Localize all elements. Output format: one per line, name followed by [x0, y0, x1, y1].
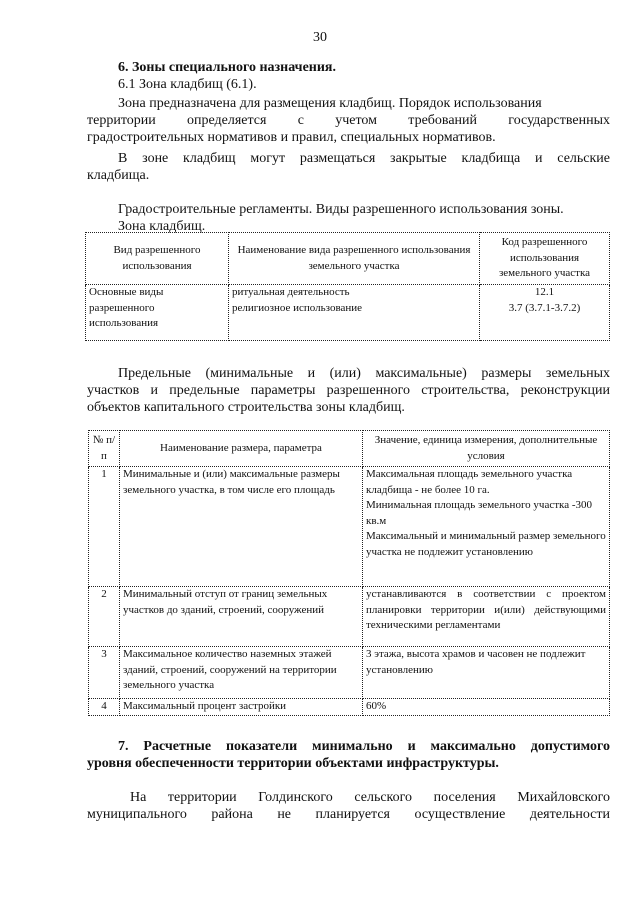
p1-line: градостроительных нормативов и правил, специальных нормативов.: [87, 130, 496, 145]
section-7-paragraph: [130, 790, 610, 807]
table1-kind-cell: Основные виды разрешенного использования: [86, 285, 229, 341]
row-param: Минимальные и (или) максимальные размеры земельного участка, в том числе его площадь: [120, 467, 363, 587]
table-row: [89, 647, 610, 699]
limits-line: объектов капитального строительства зоны кладбищ.: [87, 400, 405, 415]
section-7-heading: [118, 739, 610, 756]
row-value: [363, 467, 610, 587]
row-value: [363, 699, 610, 716]
section-7-heading-line: 7. Расчетные показатели минимально и максимально допустимого: [118, 739, 610, 754]
paragraph-zone-purpose: [118, 96, 610, 113]
page-number: 30: [313, 30, 327, 45]
table2-header-value: Значение, единица измерения, дополнительные условия: [363, 431, 610, 467]
paragraph-limits-cont: [87, 383, 610, 400]
paragraph-zone-purpose-cont: [87, 113, 610, 130]
paragraph-cemeteries-end: [87, 168, 579, 185]
section-6: [118, 60, 610, 93]
row-param: Минимальный отступ от границ земельных участков до зданий, строений, сооружений: [120, 587, 363, 647]
value-line: Максимальный и минимальный размер земельного участка не подлежит установлению: [366, 530, 606, 558]
table1-codes-cell: [480, 285, 610, 341]
p2-line: кладбища.: [87, 168, 150, 183]
paragraph-cemeteries: [118, 151, 610, 168]
section-6-heading: 6. Зоны специального назначения.: [118, 60, 336, 75]
table1-header-code: Код разрешенного использования земельного участка: [480, 233, 610, 285]
section-7-heading-line: уровня обеспеченности территории объектами инфраструктуры.: [87, 756, 499, 771]
paragraph-limits-end: [87, 400, 610, 417]
table-row: [89, 587, 610, 647]
table1-name-item: религиозное использование: [232, 301, 363, 314]
table-row: [89, 699, 610, 716]
table1-header-kind: Вид разрешенного использования: [86, 233, 229, 285]
paragraph-limits: [118, 366, 610, 383]
value-line: 3 этажа, высота храмов и часовен не подлежит установлению: [366, 648, 586, 676]
row-number: 1: [89, 467, 120, 587]
p3-line: Зона кладбищ.: [118, 218, 206, 234]
value-line: устанавливаются в соответствии с проектом планировки территории и(или) действующими техническими регламентами: [366, 588, 606, 631]
section-7-paragraph-cont: [87, 807, 610, 824]
table1-code-item: 12.1: [534, 286, 555, 298]
section-7-line: На территории Голдинского сельского поселения Михайловского: [130, 790, 610, 805]
limits-line: Предельные (минимальные и (или) максимальные) размеры земельных: [118, 366, 610, 381]
value-line: Максимальная площадь земельного участка кладбища - не более 10 га.: [366, 468, 573, 496]
row-number: 3: [89, 647, 120, 699]
section-6-1-subheading: 6.1 Зона кладбищ (6.1).: [118, 76, 257, 92]
limits-line: участков и предельные параметры разрешенного строительства, реконструкции: [87, 383, 610, 398]
value-line: 60%: [366, 700, 387, 712]
table1-code-item: 3.7 (3.7.1-3.7.2): [508, 301, 581, 314]
row-value: [363, 587, 610, 647]
table-row: [89, 467, 610, 587]
row-param: Максимальный процент застройки: [120, 699, 363, 716]
row-number: 4: [89, 699, 120, 716]
row-number: 2: [89, 587, 120, 647]
table2-header-param: Наименование размера, параметра: [120, 431, 363, 467]
table1-header-name: Наименование вида разрешенного использования земельного участка: [229, 233, 480, 285]
table1-name-item: ритуальная деятельность: [232, 286, 350, 298]
section-7-line: муниципального района не планируется осуществление деятельности: [87, 807, 610, 822]
paragraph-regulations: [118, 202, 610, 235]
section-7-heading-end: [87, 756, 610, 773]
p2-line: В зоне кладбищ могут размещаться закрытые кладбища и сельские: [118, 151, 610, 166]
row-param: Максимальное количество наземных этажей зданий, строений, сооружений на территории земельного участка: [120, 647, 363, 699]
table2-header-num: № п/п: [89, 431, 120, 467]
paragraph-zone-purpose-end: [87, 130, 610, 147]
value-line: Минимальная площадь земельного участка -300 кв.м: [366, 499, 593, 527]
table1-names-cell: [229, 285, 480, 341]
parameters-table: [88, 430, 610, 716]
permitted-use-table: [85, 232, 610, 341]
p3-line: Градостроительные регламенты. Виды разрешенного использования зоны.: [118, 202, 564, 217]
p1-line: территории определяется с учетом требований государственных: [87, 113, 610, 128]
p1-line: Зона предназначена для размещения кладбищ. Порядок использования: [118, 96, 542, 111]
row-value: [363, 647, 610, 699]
